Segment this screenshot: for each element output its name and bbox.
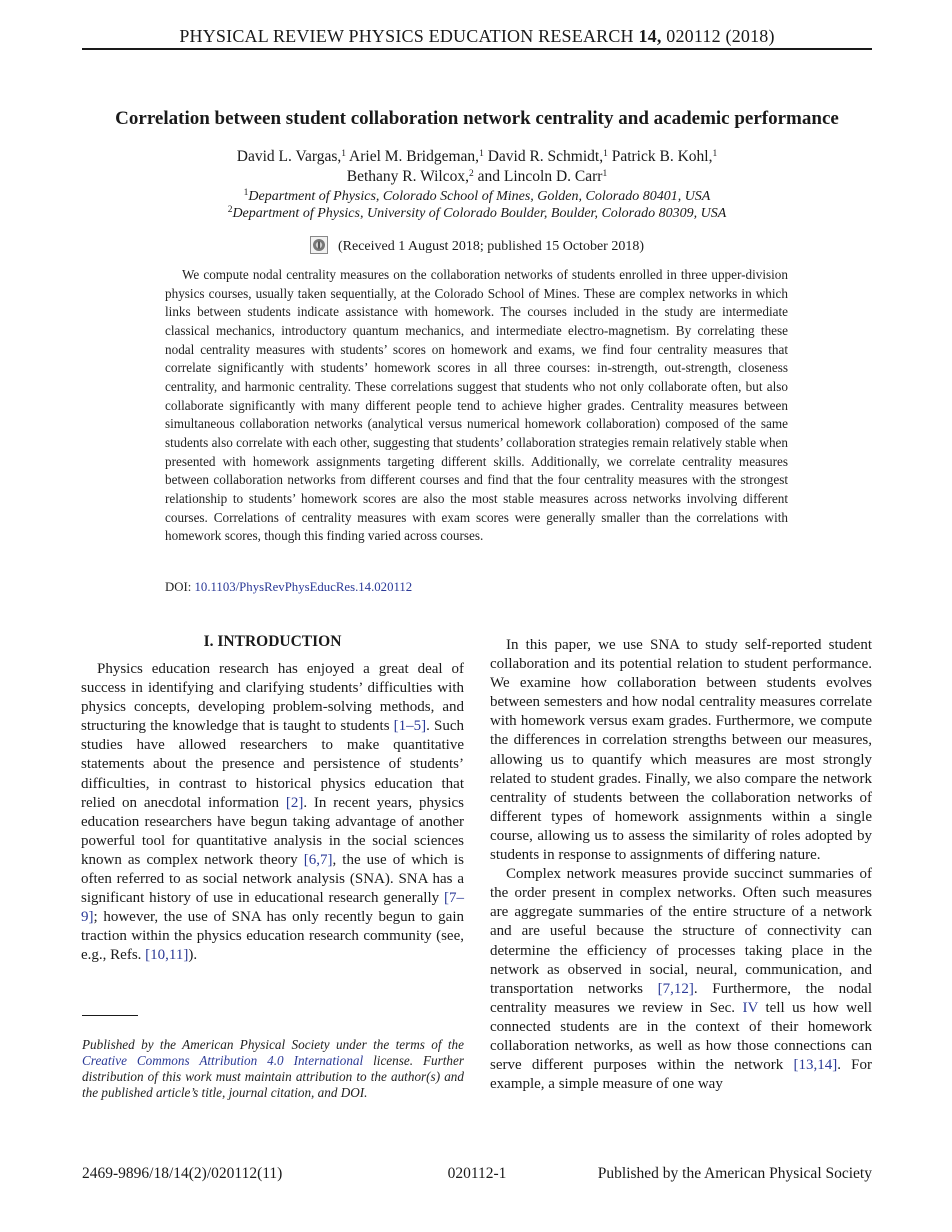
author: Bethany R. Wilcox,$^2$	[346, 168, 474, 185]
author: Ariel M. Bridgeman,$^1$	[349, 148, 484, 165]
body-text: In this paper, we use SNA to study self-reported student collaboration and its potential relation to student performance. We examine how collaboration between students evolves between semesters and how nodal centrality measures correlate with homework versus exam grades. Furthermore, we compute the differences in correlation strengths between our measures, allowing us to quantify which measures are most strongly related to student grades. Finally, we also compare the network centrality of students between the collaboration networks of different types of homework assignments within a single course, allowing us to assess the similarity of roles adopted by students in response to assignments of differing nature.	[490, 637, 872, 864]
journal-citation: 020112 (2018)	[666, 26, 775, 46]
body-text: ).	[188, 947, 198, 964]
abstract: We compute nodal centrality measures on the collaboration networks of students enrolled in three upper-division physics courses, usually taken sequentially, at the Colorado School of Mines. These are complex networks in which links between students indicate assistance with homework. The courses included in the study are intermediate classical mechanics, introductory quantum mechanics, and intermediate electro-magnetism. By correlating these nodal centrality measures with students’ scores on homework and exams, we find four centrality measures that correlate significantly with students’ homework scores in all three courses: in-strength, out-strength, closeness centrality, and harmonic centrality. These correlations suggest that students who not only collaborate often, but also collaborate significantly with many different people tend to achieve higher grades. Centrality measures between simultaneous collaboration networks (analytical versus numerical homework collaboration) composed of the same students also correlate with each other, suggesting that students’ collaboration strategies remain relatively stable when presented with homework assignments targeting different skills. Additionally, we correlate centrality measures between collaboration networks from different courses and find that the four centrality measures with the strongest relationship to students’ homework scores are also the most stable measures across networks involving different courses. Correlations of centrality measures with exam scores were generally smaller than the correlations with homework scores, though this finding varied across courses.	[165, 267, 788, 544]
citation-link[interactable]: [10,11]	[145, 947, 189, 964]
page-number: 020112-1	[447, 1165, 507, 1182]
footer-publisher: Published by the American Physical Society	[597, 1165, 872, 1182]
author-list	[82, 147, 872, 187]
doi-label: DOI:	[165, 580, 192, 594]
footer-issn: 2469-9896/18/14(2)/020112(11)	[82, 1165, 283, 1182]
section-heading: I. INTRODUCTION	[203, 633, 342, 650]
footnote-rule	[82, 1015, 138, 1016]
citation-link[interactable]: Creative Commons Attribution 4.0 International	[82, 1053, 364, 1068]
citation-link[interactable]: [7,12]	[657, 980, 694, 997]
citation-link[interactable]: [13,14]	[793, 1057, 838, 1074]
paragraph	[490, 865, 872, 1094]
body-text: ; however, the use of SNA has only recently begun to gain traction within the physics education research community (see, e.g., Refs.	[81, 909, 464, 964]
right-column	[490, 636, 872, 1094]
affiliations	[82, 188, 872, 222]
doi	[165, 580, 412, 595]
journal-name: PHYSICAL REVIEW PHYSICS EDUCATION RESEARCH	[179, 26, 634, 46]
received-text: (Received 1 August 2018; published 15 October 2018)	[337, 239, 644, 254]
author: David L. Vargas,$^1$	[236, 148, 347, 165]
body-text: license. Further distribution of this work must maintain attribution to the author(s) and the published article’s title, journal citation, and DOI.	[82, 1053, 464, 1100]
doi-link[interactable]: 10.1103/PhysRevPhysEducRes.14.020112	[194, 580, 413, 594]
body-text: . For example, a simple measure of one way	[490, 1057, 873, 1093]
citation-link[interactable]: [6,7]	[303, 851, 333, 868]
received-dates	[82, 236, 872, 255]
body-text: Physics education research has enjoyed a great deal of success in identifying and clarifying students’ difficulties with physics concepts, developing problem-solving methods, and structuring the knowledge that is taught to students	[81, 661, 464, 735]
affiliation: $^1$Department of Physics, Colorado School of Mines, Golden, Colorado 80401, USA	[243, 188, 711, 204]
body-text: . In recent years, physics education researchers have begun taking advantage of another powerful tool for quantitative analysis in the social sciences known as complex network theory	[81, 794, 464, 868]
paper-title: Correlation between student collaboration network centrality and academic performance	[115, 108, 839, 129]
license-footnote	[82, 1037, 464, 1101]
body-text: . Furthermore, the nodal centrality measures we review in Sec.	[490, 980, 872, 1016]
left-column	[81, 660, 464, 966]
citation-link[interactable]: IV	[742, 999, 759, 1016]
author: David R. Schmidt,$^1$	[487, 148, 608, 165]
author-line-2	[82, 167, 872, 187]
paragraph	[490, 636, 872, 865]
body-text: Complex network measures provide succinct summaries of the order present in complex networks. Often such measures are aggregate summaries of the entire structure of a network and are useful because the structure of connectivity can determine the efficiency of processes taking place in the network as observed in social, neural, communication, and transportation networks	[490, 866, 872, 997]
body-text: tell us how well connected students are in the context of their homework collaboration networks, as well as how those connections can serve different purposes within the network	[490, 999, 872, 1074]
author: and Lincoln D. Carr$^1$	[477, 168, 608, 185]
journal-volume: 14,	[638, 26, 662, 46]
crossmark-icon[interactable]	[310, 236, 328, 254]
body-text: . Such studies have allowed researchers to make quantitative statements about the presence and persistence of students’ difficulties, in contrast to historical physics education that relied on anecdotal information	[81, 718, 464, 811]
body-text: Published by the American Physical Society under the terms of the	[82, 1037, 464, 1052]
citation-link[interactable]: [7–9]	[81, 890, 464, 926]
author: Patrick B. Kohl,$^1$	[611, 148, 718, 165]
citation-link[interactable]: [1–5]	[393, 718, 427, 735]
journal-header	[82, 26, 872, 47]
citation-link[interactable]: [2]	[285, 794, 304, 811]
header-rule	[82, 48, 872, 50]
affiliation: $^2$Department of Physics, University of Colorado Boulder, Boulder, Colorado 80309, USA	[227, 205, 727, 221]
body-text: , the use of which is often referred to as social network analysis (SNA). SNA has a significant history of use in educational research generally	[81, 851, 464, 907]
author-line-1	[82, 147, 872, 167]
paragraph	[81, 660, 464, 966]
